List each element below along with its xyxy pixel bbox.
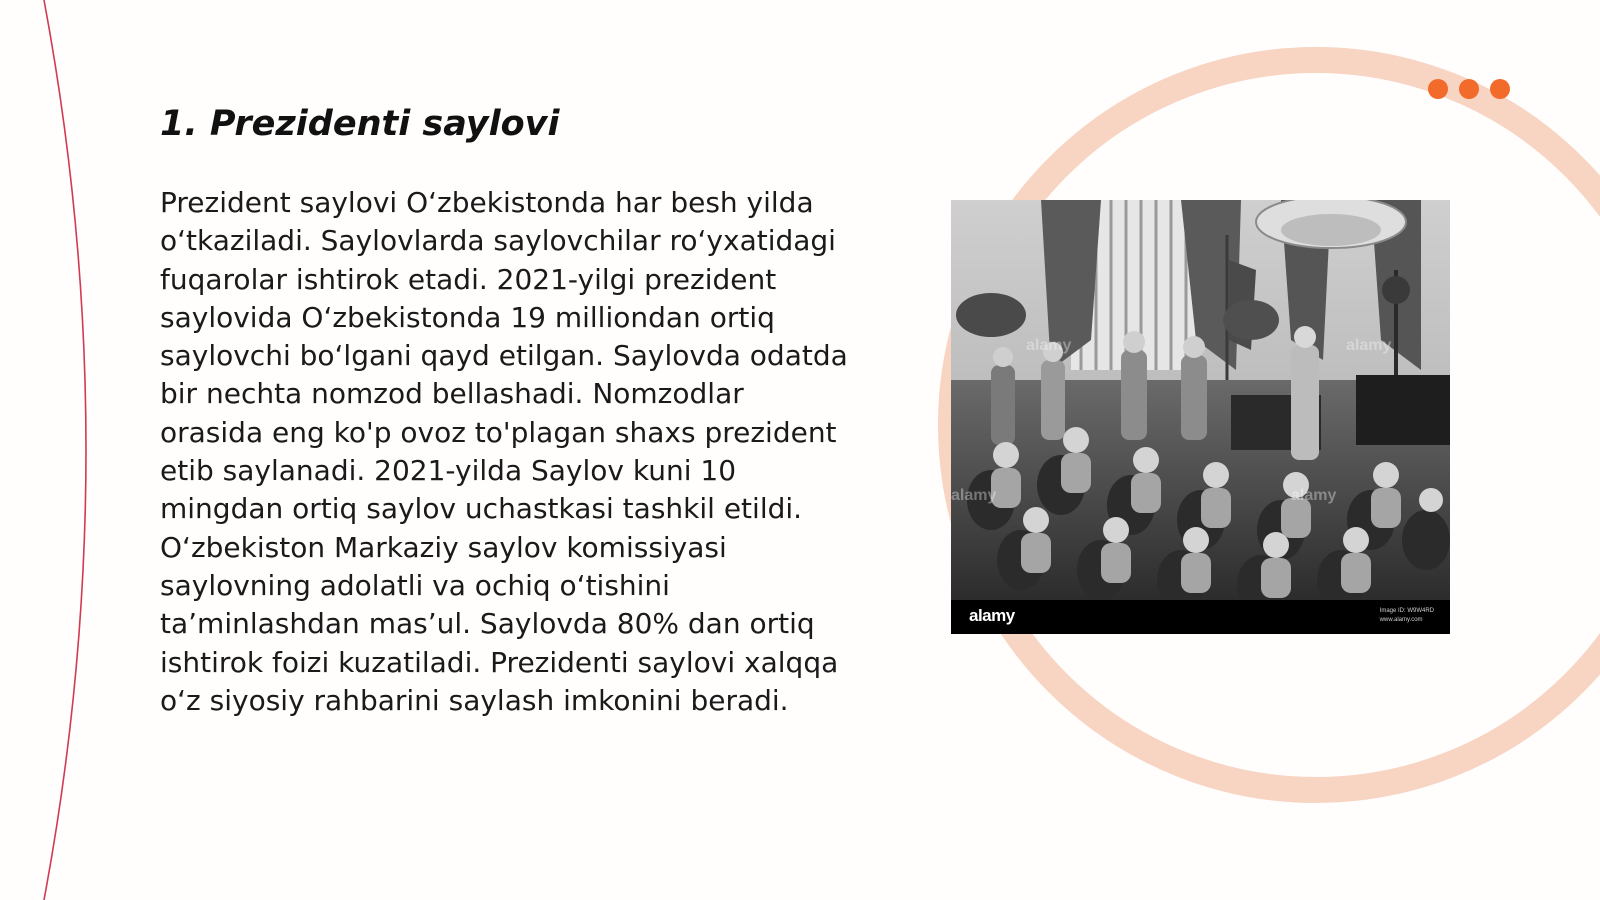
watermark-brand: alamy — [969, 606, 1015, 625]
photo-watermark-mark: alamy — [1346, 337, 1392, 354]
watermark-bar — [951, 600, 1450, 634]
watermark-image-id: Image ID: W9W4RD — [1379, 608, 1434, 614]
slide-paragraph: Prezident saylovi O‘zbekistonda har besh yilda o‘tkaziladi. Saylovlarda saylovchilar ro‘yxatidagi fuqarolar ishtirok etadi. 2021-yilgi prezident saylovida O‘zbekistonda 19 milliondan ortiq saylovchi bo‘lgani qayd etilgan. Saylovda odatda bir nechta nomzod bellashadi. Nomzodlar orasida eng ko'p ovoz to'plagan shaxs prezident etib saylanadi. 2021-yilda Saylov kuni 10 mingdan ortiq saylov uchastkasi tashkil etildi. O‘zbekiston Markaziy saylov komissiyasi saylovning adolatli va ochiq o‘tishini ta’minlashdan mas’ul. Saylovda 80% dan ortiq ishtirok foizi kuzatiladi. Prezidenti saylovi xalqqa o‘z siyosiy rahbarini saylash imkonini beradi. — [160, 186, 848, 717]
photo-illustration — [951, 200, 1450, 600]
photo-watermark-mark: alamy — [1291, 487, 1337, 504]
watermark-info — [1380, 607, 1434, 625]
photo-watermark-mark: alamy — [1026, 337, 1072, 354]
accent-dots — [1428, 79, 1510, 99]
dot-icon — [1490, 79, 1510, 99]
slide-title: 1. Prezidenti saylovi — [160, 104, 560, 144]
historical-photo — [951, 200, 1450, 634]
dot-icon — [1428, 79, 1448, 99]
left-curve-line — [44, 0, 86, 900]
dot-icon — [1459, 79, 1479, 99]
photo-watermark-mark: alamy — [951, 487, 997, 504]
watermark-site: www.alamy.com — [1379, 617, 1423, 623]
